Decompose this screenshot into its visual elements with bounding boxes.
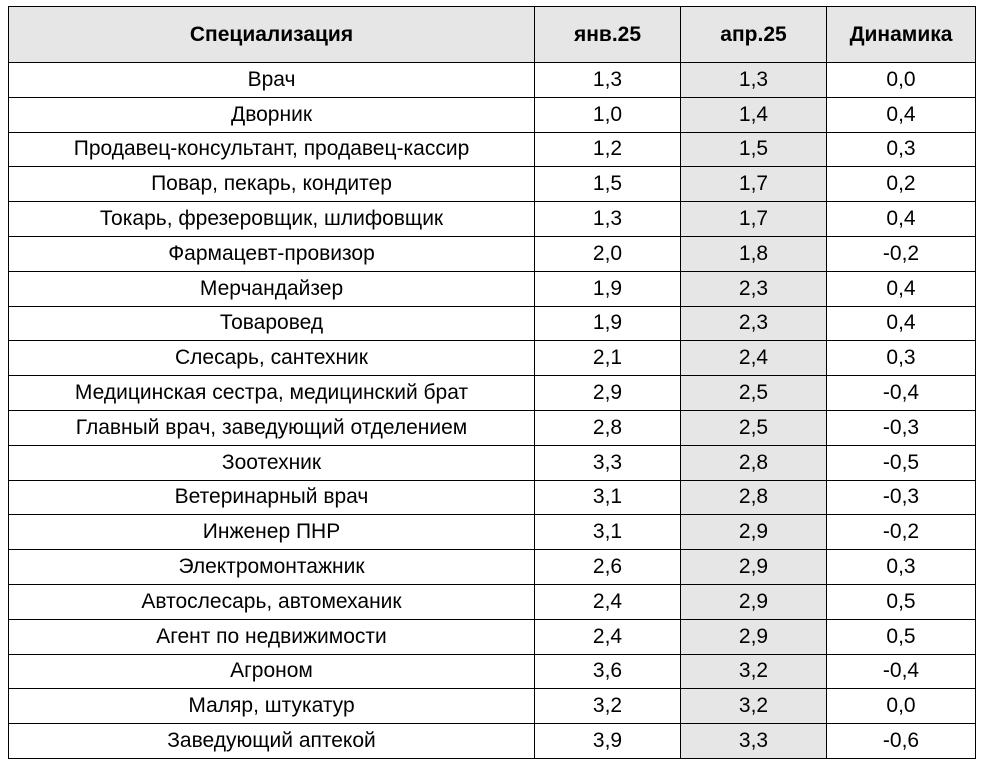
cell-specialization: Продавец-консультант, продавец-кассир: [9, 132, 535, 167]
table-row: [9, 376, 976, 411]
table-row: [9, 63, 976, 98]
cell-jan: 3,1: [535, 515, 681, 550]
table-row: [9, 306, 976, 341]
cell-specialization: Зоотехник: [9, 445, 535, 480]
cell-apr: 2,5: [681, 376, 827, 411]
cell-specialization: Мерчандайзер: [9, 271, 535, 306]
cell-apr: 2,9: [681, 515, 827, 550]
table-row: [9, 341, 976, 376]
cell-specialization: Заведующий аптекой: [9, 724, 535, 759]
cell-jan: 2,0: [535, 236, 681, 271]
cell-jan: 3,2: [535, 689, 681, 724]
cell-specialization: Медицинская сестра, медицинский брат: [9, 376, 535, 411]
cell-jan: 2,4: [535, 619, 681, 654]
cell-jan: 2,9: [535, 376, 681, 411]
table-row: [9, 724, 976, 759]
table-row: [9, 619, 976, 654]
cell-jan: 1,9: [535, 306, 681, 341]
cell-dynamics: 0,4: [827, 306, 976, 341]
cell-jan: 2,4: [535, 584, 681, 619]
cell-specialization: Токарь, фрезеровщик, шлифовщик: [9, 202, 535, 237]
cell-dynamics: 0,0: [827, 689, 976, 724]
cell-dynamics: 0,3: [827, 550, 976, 585]
cell-jan: 3,6: [535, 654, 681, 689]
cell-specialization: Товаровед: [9, 306, 535, 341]
cell-specialization: Повар, пекарь, кондитер: [9, 167, 535, 202]
cell-dynamics: -0,6: [827, 724, 976, 759]
table-row: [9, 445, 976, 480]
cell-jan: 2,6: [535, 550, 681, 585]
cell-apr: 1,7: [681, 167, 827, 202]
cell-apr: 1,8: [681, 236, 827, 271]
cell-jan: 1,9: [535, 271, 681, 306]
cell-dynamics: 0,3: [827, 132, 976, 167]
cell-specialization: Слесарь, сантехник: [9, 341, 535, 376]
cell-specialization: Главный врач, заведующий отделением: [9, 410, 535, 445]
table-row: [9, 410, 976, 445]
cell-dynamics: 0,4: [827, 202, 976, 237]
cell-apr: 2,9: [681, 619, 827, 654]
cell-dynamics: 0,5: [827, 584, 976, 619]
cell-apr: 2,4: [681, 341, 827, 376]
header-jan: янв.25: [535, 7, 681, 63]
cell-apr: 3,2: [681, 654, 827, 689]
table-row: [9, 202, 976, 237]
header-apr: апр.25: [681, 7, 827, 63]
table-row: [9, 515, 976, 550]
cell-jan: 1,2: [535, 132, 681, 167]
cell-specialization: Инженер ПНР: [9, 515, 535, 550]
table-row: [9, 97, 976, 132]
cell-apr: 3,2: [681, 689, 827, 724]
cell-dynamics: 0,5: [827, 619, 976, 654]
cell-jan: 1,0: [535, 97, 681, 132]
cell-dynamics: 0,0: [827, 63, 976, 98]
header-row: [9, 7, 976, 63]
cell-jan: 2,1: [535, 341, 681, 376]
cell-specialization: Агент по недвижимости: [9, 619, 535, 654]
cell-apr: 2,3: [681, 306, 827, 341]
table-row: [9, 654, 976, 689]
cell-dynamics: 0,4: [827, 271, 976, 306]
cell-jan: 1,5: [535, 167, 681, 202]
table-body: [9, 63, 976, 759]
table-header: [9, 7, 976, 63]
cell-specialization: Дворник: [9, 97, 535, 132]
cell-dynamics: -0,4: [827, 376, 976, 411]
cell-apr: 3,3: [681, 724, 827, 759]
table-row: [9, 480, 976, 515]
header-dynamics: Динамика: [827, 7, 976, 63]
cell-apr: 2,9: [681, 584, 827, 619]
cell-apr: 2,3: [681, 271, 827, 306]
cell-apr: 1,5: [681, 132, 827, 167]
cell-dynamics: -0,2: [827, 236, 976, 271]
cell-dynamics: -0,2: [827, 515, 976, 550]
cell-dynamics: 0,3: [827, 341, 976, 376]
cell-apr: 2,9: [681, 550, 827, 585]
cell-specialization: Фармацевт-провизор: [9, 236, 535, 271]
cell-dynamics: -0,4: [827, 654, 976, 689]
cell-apr: 1,3: [681, 63, 827, 98]
cell-apr: 1,7: [681, 202, 827, 237]
table-row: [9, 236, 976, 271]
specialization-table: [8, 6, 976, 759]
cell-apr: 2,8: [681, 445, 827, 480]
cell-dynamics: 0,4: [827, 97, 976, 132]
cell-jan: 1,3: [535, 63, 681, 98]
cell-jan: 3,9: [535, 724, 681, 759]
table-row: [9, 132, 976, 167]
table-row: [9, 584, 976, 619]
cell-specialization: Автослесарь, автомеханик: [9, 584, 535, 619]
cell-jan: 2,8: [535, 410, 681, 445]
cell-specialization: Агроном: [9, 654, 535, 689]
cell-jan: 3,3: [535, 445, 681, 480]
cell-jan: 3,1: [535, 480, 681, 515]
cell-specialization: Электромонтажник: [9, 550, 535, 585]
header-specialization: Специализация: [9, 7, 535, 63]
table-row: [9, 271, 976, 306]
table-row: [9, 689, 976, 724]
cell-dynamics: 0,2: [827, 167, 976, 202]
cell-dynamics: -0,5: [827, 445, 976, 480]
cell-apr: 2,5: [681, 410, 827, 445]
cell-specialization: Маляр, штукатур: [9, 689, 535, 724]
table-row: [9, 167, 976, 202]
cell-dynamics: -0,3: [827, 480, 976, 515]
cell-dynamics: -0,3: [827, 410, 976, 445]
table-row: [9, 550, 976, 585]
cell-apr: 2,8: [681, 480, 827, 515]
cell-specialization: Ветеринарный врач: [9, 480, 535, 515]
cell-jan: 1,3: [535, 202, 681, 237]
cell-apr: 1,4: [681, 97, 827, 132]
cell-specialization: Врач: [9, 63, 535, 98]
